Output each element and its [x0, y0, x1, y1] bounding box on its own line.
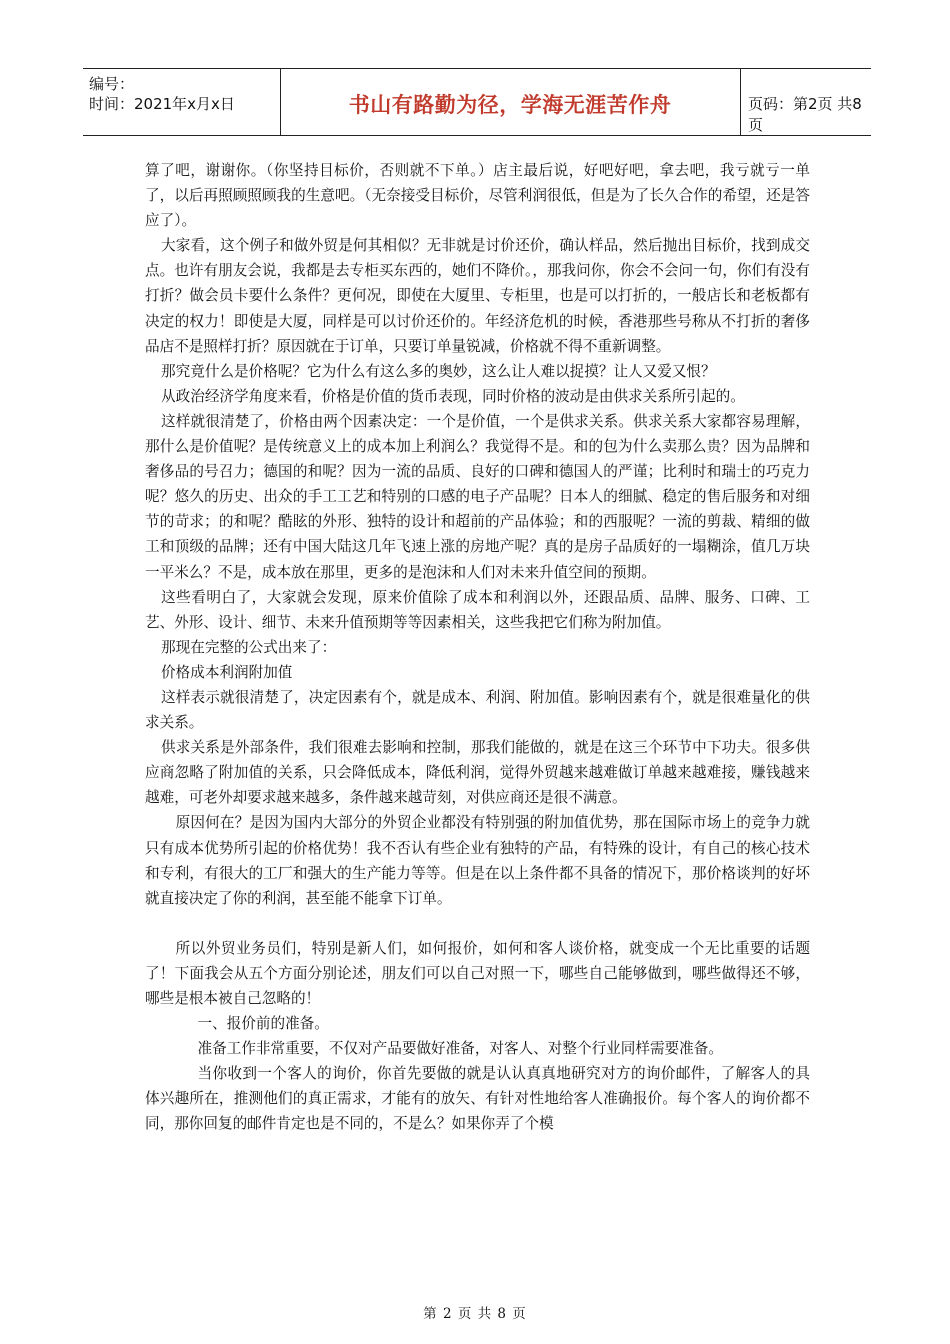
document-date-label: 时间：2021年x月x日	[89, 95, 235, 113]
paragraph: 当你收到一个客人的询价，你首先要做的就是认认真真地研究对方的询价邮件，了解客人的具体兴趣所在，推测他们的真正需求，才能有的放矢、有针对性地给客人准确报价。每个客人的询价都不同，那你回复的邮件肯定也是不同的，不是么？如果你弄了个模	[145, 1065, 810, 1133]
paragraph: 那现在完整的公式出来了：	[161, 638, 337, 656]
formula-line: 价格成本利润附加值	[161, 663, 293, 681]
header-meta-cell	[83, 69, 281, 135]
page-footer: 第 2 页 共 8 页	[423, 1306, 527, 1322]
page-header	[83, 68, 871, 136]
paragraph: 这样就很清楚了，价格由两个因素决定：一个是价值，一个是供求关系。供求关系大家都容易理解，那什么是价值呢？是传统意义上的成本加上利润么？我觉得不是。和的包为什么卖那么贵？因为品牌和奢侈品的号召力；德国的和呢？因为一流的品质、良好的口碑和德国人的严谨；比利时和瑞士的巧克力呢？悠久的历史、出众的手工工艺和特别的口感的电子产品呢？日本人的细腻、稳定的售后服务和对细节的苛求；的和呢？酷眩的外形、独特的设计和超前的产品体验；和的西服呢？一流的剪裁、精细的做工和顶级的品牌；还有中国大陆这几年飞速上涨的房地产呢？真的是房子品质好的一塌糊涂，值几万块一平米么？不是，成本放在那里，更多的是泡沫和人们对未来升值空间的预期。	[145, 412, 810, 581]
document-number-label: 编号：	[89, 75, 135, 93]
paragraph: 供求关系是外部条件，我们很难去影响和控制，那我们能做的，就是在这三个环节中下功夫。很多供应商忽略了附加值的关系，只会降低成本，降低利润，觉得外贸越来越难做订单越来越难接，赚钱越来越难，可老外却要求越来越多，条件越来越苛刻，对供应商还是很不满意。	[145, 739, 810, 807]
paragraph: 这些看明白了，大家就会发现，原来价值除了成本和利润以外，还跟品质、品牌、服务、口碑、工艺、外形、设计、细节、未来升值预期等等因素相关，这些我把它们称为附加值。	[145, 588, 810, 631]
paragraph: 那究竟什么是价格呢？它为什么有这么多的奥妙，这么让人难以捉摸？让人又爱又恨？	[161, 362, 716, 380]
section-heading: 一、报价前的准备。	[197, 1015, 329, 1033]
paragraph-gap	[145, 911, 810, 936]
header-motto-cell	[280, 69, 741, 135]
header-motto: 书山有路勤为径，学海无涯苦作舟	[348, 93, 672, 117]
header-page-code: 页码：第2页 共8页	[748, 95, 862, 134]
document-body	[145, 158, 810, 1137]
paragraph: 大家看，这个例子和做外贸是何其相似？无非就是讨价还价，确认样品，然后抛出目标价，找到成交点。也许有朋友会说，我都是去专柜买东西的，她们不降价。，那我问你，你会不会问一句，你们有没有打折？做会员卡要什么条件？更何况，即使在大厦里、专柜里，也是可以打折的，一般店长和老板都有决定的权力！即使是大厦，同样是可以讨价还价的。年经济危机的时候，香港那些号称从不打折的奢侈品店不是照样打折？原因就在于订单，只要订单量锐减，价格就不得不重新调整。	[145, 237, 810, 355]
paragraph: 算了吧，谢谢你。（你坚持目标价，否则就不下单。）店主最后说，好吧好吧，拿去吧，我亏就亏一单了，以后再照顾照顾我的生意吧。（无奈接受目标价，尽管利润很低，但是为了长久合作的希望，还是答应了）。	[145, 162, 810, 230]
paragraph: 所以外贸业务员们，特别是新人们，如何报价，如何和客人谈价格，就变成一个无比重要的话题了！下面我会从五个方面分别论述，朋友们可以自己对照一下，哪些自己能够做到，哪些做得还不够，哪些是根本被自己忽略的！	[145, 939, 810, 1007]
paragraph: 原因何在？是因为国内大部分的外贸企业都没有特别强的附加值优势，那在国际市场上的竞争力就只有成本优势所引起的价格优势！我不否认有些企业有独特的产品，有特殊的设计，有自己的核心技术和专利，有很大的工厂和强大的生产能力等等。但是在以上条件都不具备的情况下，那价格谈判的好坏就直接决定了你的利润，甚至能不能拿下订单。	[145, 814, 810, 907]
paragraph: 从政治经济学角度来看，价格是价值的货币表现，同时价格的波动是由供求关系所引起的。	[161, 387, 745, 405]
header-page-cell	[740, 69, 871, 135]
paragraph: 准备工作非常重要，不仅对产品要做好准备，对客人、对整个行业同样需要准备。	[197, 1040, 723, 1058]
paragraph: 这样表示就很清楚了，决定因素有个，就是成本、利润、附加值。影响因素有个，就是很难量化的供求关系。	[145, 688, 810, 732]
